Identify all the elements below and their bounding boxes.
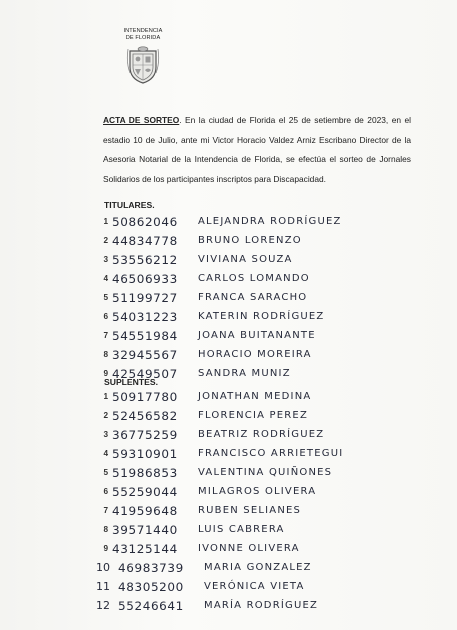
list-item: 1 50862046 ALEJANDRA RODRÍGUEZ (103, 215, 342, 229)
list-item: 9 42549507 SANDRA MUNIZ (103, 367, 291, 381)
list-item: 4 59310901 FRANCISCO ARRIETEGUI (103, 447, 344, 461)
titulares-list (96, 213, 416, 384)
list-item: 4 46506933 CARLOS LOMANDO (103, 272, 310, 286)
list-item: 11 48305200 VERÓNICA VIETA (96, 580, 305, 594)
list-item: 5 51986853 VALENTINA QUIÑONES (103, 466, 333, 480)
org-name-line1: INTENDENCIA (123, 28, 163, 34)
suplentes-heading: SUPLENTES. (104, 377, 158, 387)
list-item: 3 36775259 BEATRIZ RODRÍGUEZ (103, 428, 325, 442)
list-item: 10 46983739 MARIA GONZALEZ (96, 561, 312, 575)
org-name-line2: DE FLORIDA (125, 34, 161, 41)
list-item: 1 50917780 JONATHAN MEDINA (103, 390, 312, 404)
list-item: 3 53556212 VIVIANA SOUZA (103, 253, 293, 267)
list-item: 6 55259044 MILAGROS OLIVERA (103, 485, 317, 499)
act-title: ACTA DE SORTEO (103, 115, 180, 125)
list-item: 8 39571440 LUIS CABRERA (103, 523, 285, 537)
suplentes-list (96, 388, 416, 616)
titulares-heading: TITULARES. (104, 200, 155, 210)
list-item: 7 54551984 JOANA BUITANANTE (103, 329, 316, 343)
letterhead (108, 28, 178, 85)
act-paragraph (103, 111, 411, 189)
list-item: 8 32945567 HORACIO MOREIRA (103, 348, 312, 362)
list-item: 6 54031223 KATERIN RODRÍGUEZ (103, 310, 325, 324)
list-item: 5 51199727 FRANCA SARACHO (103, 291, 308, 305)
list-item: 2 44834778 BRUNO LORENZO (103, 234, 302, 248)
coat-of-arms-icon (126, 45, 160, 85)
list-item: 9 43125144 IVONNE OLIVERA (103, 542, 300, 556)
act-text: . En la ciudad de Florida el 25 de setiembre de 2023, en el estadio 10 de Julio, ante mi Victor Horacio Valdez Arniz Escribano Director de la Asesoria Notarial de la Intendencia de Florida, se efectúa el sorteo de Jornales Solidarios de los participantes inscriptos para Discapacidad. (103, 115, 412, 184)
list-item: 2 52456582 FLORENCIA PEREZ (103, 409, 309, 423)
list-item: 12 55246641 MARÍA RODRÍGUEZ (96, 599, 319, 613)
list-item: 7 41959648 RUBEN SELIANES (103, 504, 302, 518)
